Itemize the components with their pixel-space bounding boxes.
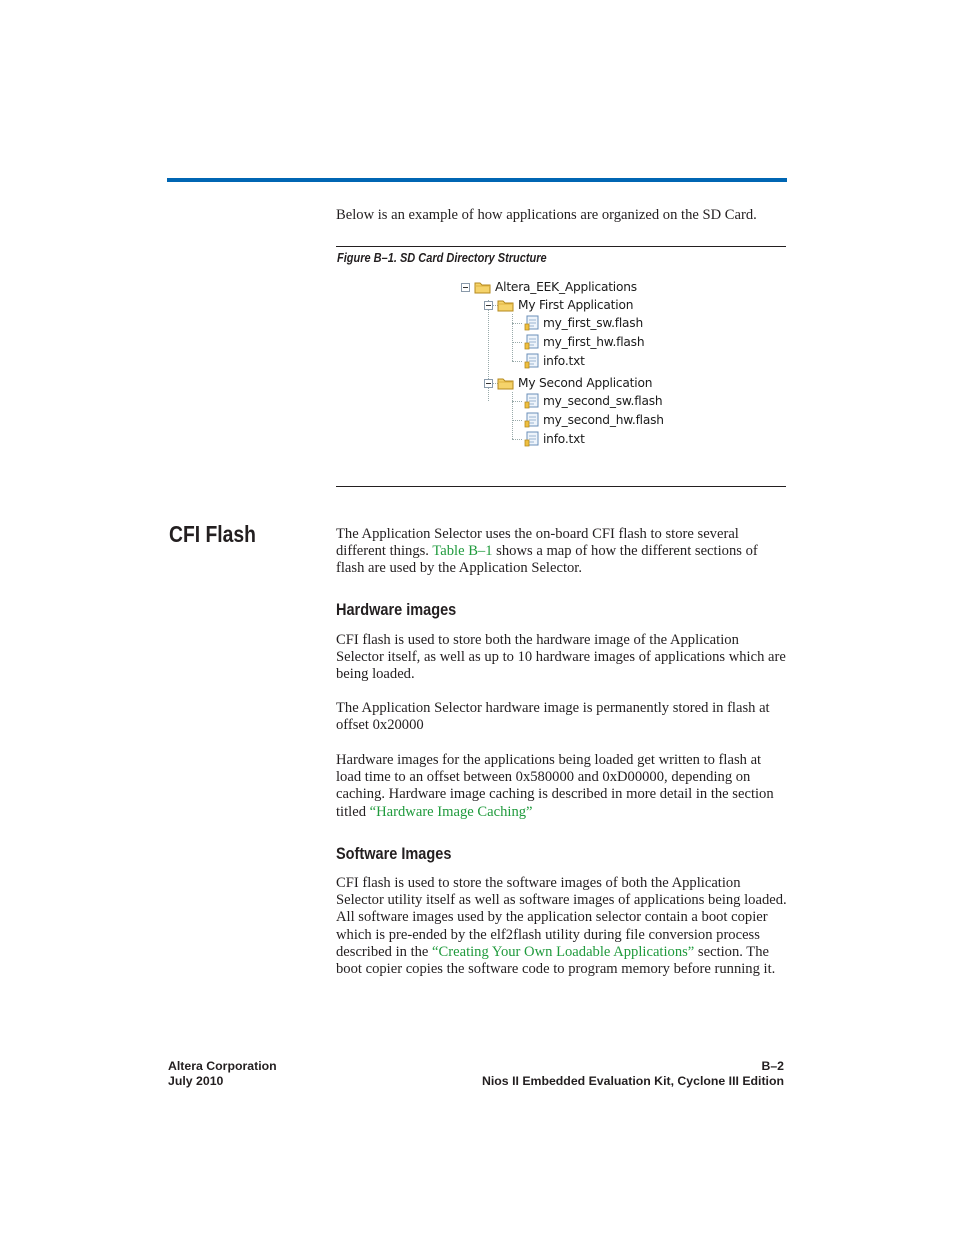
file-icon — [524, 412, 540, 428]
tree-item-label: My First Application — [518, 298, 634, 312]
header-rule — [167, 178, 787, 182]
collapse-icon[interactable] — [484, 379, 493, 388]
cfi-text: shows a map of how the different sections of flash are used by the Application Selector. — [336, 543, 758, 577]
directory-tree — [458, 278, 668, 448]
file-icon — [524, 315, 540, 331]
tree-item-file[interactable] — [524, 430, 585, 448]
folder-icon — [497, 298, 515, 312]
folder-icon — [474, 280, 492, 294]
tree-item-label: My Second Application — [518, 376, 653, 390]
figure-top-rule — [336, 246, 786, 247]
tree-item-label: my_second_sw.flash — [543, 394, 663, 408]
collapse-icon[interactable] — [461, 283, 470, 292]
footer-document-title: Nios II Embedded Evaluation Kit, Cyclone III Edition — [482, 1074, 784, 1088]
footer-date: July 2010 — [168, 1074, 224, 1088]
footer-left — [168, 1059, 277, 1089]
hardware-image-caching-link[interactable]: “Hardware Image Caching” — [369, 803, 533, 820]
tree-item-file[interactable] — [524, 352, 585, 370]
intro-paragraph: Below is an example of how applications are organized on the SD Card. — [336, 207, 757, 223]
tree-item-file[interactable] — [524, 314, 643, 332]
file-icon — [524, 431, 540, 447]
tree-item-label: Altera_EEK_Applications — [495, 280, 637, 294]
subheading-software-images: Software Images — [336, 845, 452, 863]
tree-item-folder[interactable] — [484, 296, 633, 314]
hardware-paragraph-3 — [336, 752, 788, 821]
footer-page-number: B–2 — [761, 1059, 784, 1073]
tree-item-label: info.txt — [543, 354, 585, 368]
tree-item-root[interactable] — [461, 278, 637, 296]
hardware-paragraph-2: The Application Selector hardware image is permanently stored in flash at offset 0x20000 — [336, 700, 770, 734]
tree-item-label: my_first_hw.flash — [543, 335, 645, 349]
tree-item-label: info.txt — [543, 432, 585, 446]
tree-item-label: my_second_hw.flash — [543, 413, 664, 427]
cfi-text: The Application Selector uses the on-board CFI flash to store several different things. — [336, 526, 739, 560]
file-icon — [524, 353, 540, 369]
hardware-paragraph-1: CFI flash is used to store both the hardware image of the Application Selector itself, as well as up to 10 hardware images of applications which are being loaded. — [336, 632, 786, 683]
footer-right — [482, 1059, 784, 1089]
cfi-paragraph — [336, 526, 788, 578]
tree-item-folder[interactable] — [484, 374, 652, 392]
figure-caption: Figure B–1. SD Card Directory Structure — [337, 251, 547, 265]
creating-loadable-applications-link[interactable]: “Creating Your Own Loadable Applications” — [432, 943, 695, 960]
collapse-icon[interactable] — [484, 301, 493, 310]
folder-icon — [497, 376, 515, 390]
tree-item-label: my_first_sw.flash — [543, 316, 643, 330]
hardware-text: Hardware images for the applications being loaded get written to flash at load time to an offset between 0x580000 and 0xD00000, depending on caching. Hardware image caching is described in more detail in the section titled — [336, 752, 774, 820]
software-paragraph — [336, 875, 788, 978]
section-heading-cfi-flash: CFI Flash — [169, 521, 256, 547]
file-icon — [524, 393, 540, 409]
tree-item-file[interactable] — [524, 392, 662, 410]
tree-item-file[interactable] — [524, 333, 644, 351]
table-b1-link[interactable]: Table B–1 — [432, 543, 493, 560]
subheading-hardware-images: Hardware images — [336, 601, 457, 619]
tree-item-file[interactable] — [524, 411, 664, 429]
software-text: CFI flash is used to store the software images of both the Application Selector utility itself as well as software images of applications being loaded. All software images used by the application selector contain a boot copier which is pre-ended by the elf2flash utility during file conversion process described in the — [336, 875, 787, 960]
software-text: section. The boot copier copies the software code to program memory before running it. — [336, 943, 776, 978]
file-icon — [524, 334, 540, 350]
footer-company: Altera Corporation — [168, 1059, 277, 1073]
figure-bottom-rule — [336, 486, 786, 487]
